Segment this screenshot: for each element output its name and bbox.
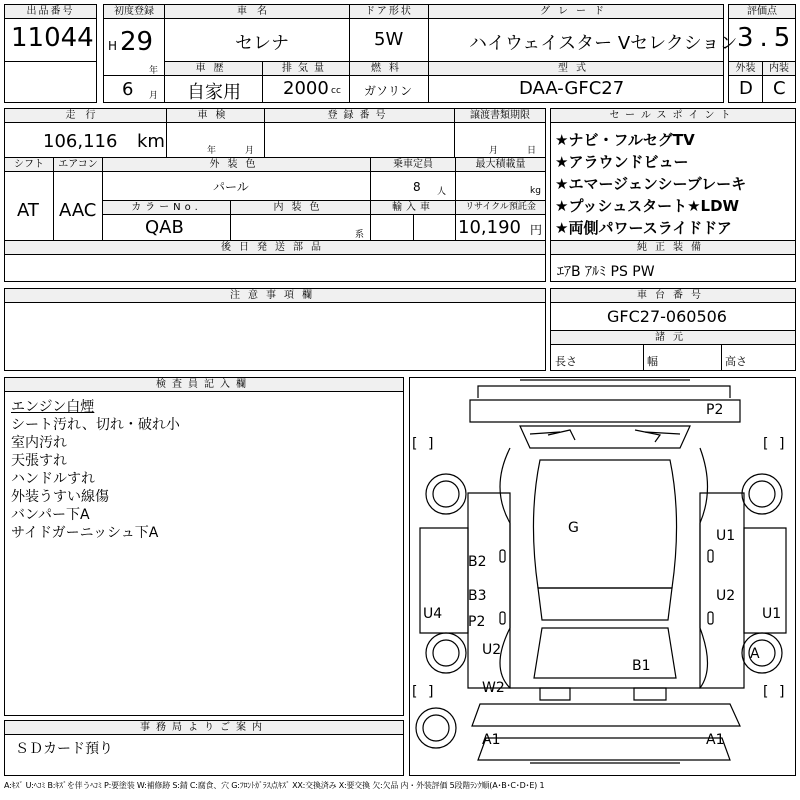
followup-parts-cell [4, 240, 546, 282]
mileage-unit: km [137, 131, 165, 152]
registration-cell [103, 4, 165, 76]
notes-label: 注意事項欄 [5, 289, 545, 303]
fuel-label: 燃料 [350, 62, 428, 76]
score-label: 評価点 [729, 5, 795, 19]
mark-u4: U4 [423, 606, 443, 622]
lot-number: 11044 [11, 23, 94, 53]
damage-diagram [409, 377, 796, 776]
mileage: 106,116 [43, 131, 118, 152]
mark-a1-right: A1 [706, 732, 725, 748]
dimension-width-label: 幅 [647, 355, 658, 368]
sales-point-item: ★プッシュスタート★LDW [555, 197, 740, 215]
inspector-line: エンジン白煙 [11, 399, 95, 415]
svg-text:[: [ [763, 684, 769, 700]
transfer-cell [454, 108, 546, 158]
ac-label: エアコン [54, 158, 102, 172]
door-label: ドア形状 [350, 5, 428, 19]
color-no-cell [102, 200, 231, 241]
svg-text:]: ] [779, 436, 785, 452]
shift-cell [4, 157, 54, 241]
recycle-cell [455, 200, 546, 241]
exterior-label: 外装 [729, 62, 762, 76]
dimension-height-label: 高さ [725, 355, 747, 368]
plate-label: 登録番号 [265, 109, 454, 123]
office-label: 事務局よりご案内 [5, 721, 403, 735]
mark-u1-far: U1 [762, 606, 782, 622]
model-label: 型式 [429, 62, 723, 76]
exterior-grade-cell [728, 61, 763, 103]
seats: 8 [413, 180, 421, 194]
office-panel [4, 720, 404, 776]
load-cell [455, 157, 546, 201]
sales-point-item: ★ナビ・フルセグTV [555, 131, 695, 149]
score: 3.5 [737, 23, 797, 53]
color: パール [213, 180, 249, 194]
mark-w2: W2 [482, 680, 505, 696]
chassis-panel [550, 288, 796, 331]
mileage-cell [4, 108, 167, 158]
equipment-value: ｴｱB ｱﾙﾐ PS PW [557, 264, 655, 280]
color-label: 外装色 [103, 158, 370, 172]
fuel-cell [349, 61, 429, 103]
score-cell [728, 4, 796, 62]
mark-u1-right: U1 [716, 528, 736, 544]
inspection-month-unit: 月 [245, 146, 255, 156]
inspector-label: 検査員記入欄 [5, 378, 403, 392]
registration-label: 初度登録 [104, 5, 164, 19]
model-cell [428, 61, 724, 103]
mark-u2-right: U2 [716, 588, 736, 604]
car-outline-diagram [410, 378, 795, 775]
dimensions-panel [550, 330, 796, 371]
inspector-line: バンパー下A [11, 507, 90, 523]
svg-text:]: ] [779, 684, 785, 700]
mark-b1: B1 [632, 658, 651, 674]
import-cell [370, 200, 456, 241]
lot-blank [4, 61, 97, 103]
interior-grade-cell [762, 61, 796, 103]
mark-p2-rear: P2 [706, 402, 724, 418]
legend: A:ｷｽﾞ U:ﾍｺﾐ B:ｷｽﾞを伴うﾍｺﾐ P:要塗装 W:補修跡 S:錆 C:腐食、穴 G:ﾌﾛﾝﾄｶﾞﾗｽ点ｷｽﾞ XX:交換済み X:要交換 欠:欠品 内・外装評価 5段階ﾗﾝｸ順(A･B･C･D･E) 1 [4, 781, 545, 790]
dimensions-label: 諸元 [551, 331, 795, 345]
chassis-number: GFC27-060506 [607, 307, 727, 326]
registration-month: 6 [122, 79, 134, 100]
history: 自家用 [187, 82, 241, 103]
registration-year: 29 [120, 27, 154, 57]
import-label: 輸入車 [371, 201, 455, 215]
notes-panel [4, 288, 546, 371]
ac: AAC [59, 200, 97, 221]
inspector-line: 室内汚れ [11, 435, 67, 451]
inspection-label: 車検 [167, 109, 264, 123]
displacement-label: 排気量 [263, 62, 349, 76]
month-cell [103, 75, 165, 103]
displacement-unit: cc [331, 86, 341, 96]
inspector-line: サイドガーニッシュ下A [11, 525, 159, 541]
svg-text:[: [ [412, 684, 418, 700]
mark-u2-left: U2 [482, 642, 502, 658]
mark-b3: B3 [468, 588, 487, 604]
svg-text:]: ] [428, 436, 434, 452]
mark-a1-left: A1 [482, 732, 501, 748]
displacement: 2000 [283, 78, 329, 99]
inspector-line: ハンドルすれ [11, 471, 95, 487]
car-name-label: 車名 [165, 5, 349, 19]
grade: ハイウェイスター Vセレクション [469, 33, 738, 54]
lot-cell [4, 4, 97, 62]
interior-color-unit: 系 [355, 230, 365, 240]
sales-point-item: ★アラウンドビュー [555, 153, 689, 171]
sales-points-label: セールスポイント [551, 109, 795, 123]
transfer-day-unit: 日 [527, 146, 537, 156]
shift-label: シフト [5, 158, 53, 172]
svg-text:[: [ [763, 436, 769, 452]
recycle-deposit: 10,190 [458, 217, 521, 238]
interior-color-cell [230, 200, 371, 241]
history-label: 車歴 [165, 62, 262, 76]
load-label: 最大積載量 [456, 158, 545, 172]
load-unit: kg [530, 186, 541, 196]
inspector-line: 外装うすい線傷 [11, 489, 109, 505]
ac-cell [53, 157, 103, 241]
dimension-length-label: 長さ [555, 355, 577, 368]
lot-label: 出品番号 [5, 5, 96, 19]
plate-cell [264, 108, 455, 158]
transfer-month-unit: 月 [489, 146, 499, 156]
sales-point-item: ★両側パワースライドドア [555, 219, 732, 237]
displacement-cell [262, 61, 350, 103]
shift: AT [17, 200, 39, 221]
inspector-line: 天張すれ [11, 453, 67, 469]
fuel: ガソリン [364, 84, 413, 98]
door-cell [349, 4, 429, 62]
exterior-grade: D [739, 78, 753, 99]
seats-unit: 人 [437, 187, 447, 197]
sales-points-panel [550, 108, 796, 241]
chassis-label: 車台番号 [551, 289, 795, 303]
inspection-cell [166, 108, 265, 158]
mark-a-wheel: A [750, 646, 760, 662]
seats-label: 乗車定員 [371, 158, 455, 172]
recycle-unit: 円 [530, 223, 543, 237]
transfer-label: 譲渡書類期限 [455, 109, 545, 123]
color-no: QAB [145, 217, 184, 238]
mark-p2-left: P2 [468, 614, 486, 630]
equipment-panel [550, 240, 796, 282]
history-cell [164, 61, 263, 103]
recycle-label: リサイクル預託金 [456, 201, 545, 215]
inspector-line: シート汚れ、切れ・破れ小 [11, 417, 180, 433]
car-name-cell [164, 4, 350, 62]
color-cell [102, 157, 371, 201]
interior-grade: C [773, 78, 786, 99]
seats-cell [370, 157, 456, 201]
interior-label: 内装 [763, 62, 795, 76]
mark-b2: B2 [468, 554, 487, 570]
model-code: DAA-GFC27 [519, 78, 625, 99]
grade-cell [428, 4, 738, 62]
inspector-panel [4, 377, 404, 716]
sales-point-item: ★エマージェンシーブレーキ [555, 175, 747, 193]
grade-label: グレード [429, 5, 723, 19]
year-unit: 年 [149, 66, 159, 76]
office-text: ＳＤカード預り [15, 741, 113, 757]
svg-text:[: [ [412, 436, 418, 452]
followup-parts-label: 後日発送部品 [5, 241, 545, 255]
mark-g: G [568, 520, 579, 536]
svg-text:]: ] [428, 684, 434, 700]
month-unit: 月 [149, 91, 159, 101]
equipment-label: 純正装備 [551, 241, 795, 255]
color-no-label: カラーNo. [103, 201, 230, 215]
car-name: セレナ [235, 33, 289, 54]
door-type: 5W [374, 29, 404, 50]
mileage-label: 走行 [5, 109, 166, 123]
inspection-year-unit: 年 [207, 146, 217, 156]
interior-color-label: 内装色 [231, 201, 370, 215]
era-letter: H [108, 39, 118, 53]
